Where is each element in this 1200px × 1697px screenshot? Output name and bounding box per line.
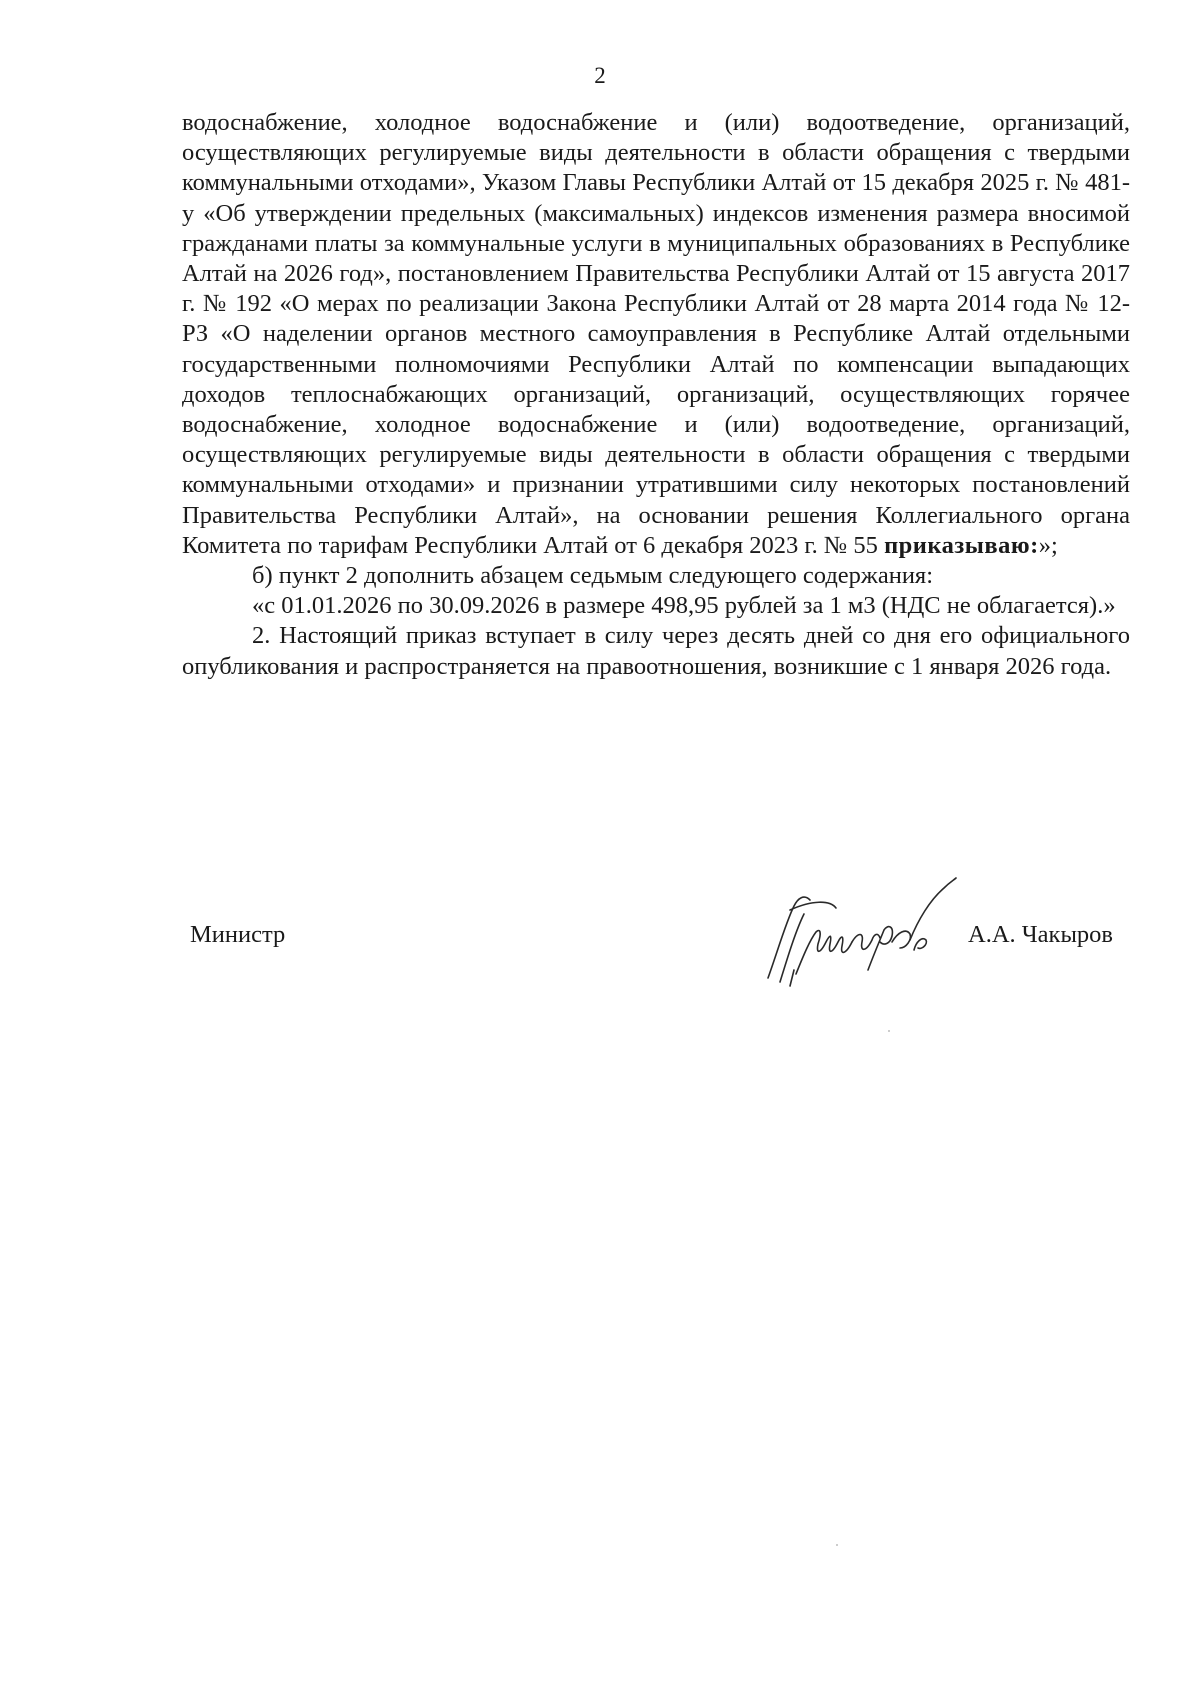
scan-speck xyxy=(836,1544,838,1546)
signer-name: А.А. Чакыров xyxy=(968,921,1113,948)
legal-basis-text: водоснабжение, холодное водоснабжение и (или) водоотведение, организаций, осуществляющих регулируемые виды деятельности в области обращения с твердыми коммунальными отходами», Указом Главы Республики Алтай от 15 декабря 2025 г. № 481-у «Об утверждении предельных (максимальных) индексов изменения размера вносимой гражданами платы за коммунальные услуги в муниципальных образованиях в Республике Алтай на 2026 год», постановлением Правительства Республики Алтай от 15 августа 2017 г. № 192 «О мерах по реализации Закона Республики Алтай от 28 марта 2014 года № 12-РЗ «О наделении органов местного самоуправления в Республике Алтай отдельными государственными полномочиями Республики Алтай по компенсации выпадающих доходов теплоснабжающих организаций, организаций, осуществляющих горячее водоснабжение, холодное водоснабжение и (или) водоотведение, организаций, осуществляющих регулируемые виды деятельности в области обращения с твердыми коммунальными отходами» и признании утратившими силу некоторых постановлений Правительства Республики Алтай», на основании решения Коллегиального органа Комитета по тарифам Республики Алтай от 6 декабря 2023 г. № 55 xyxy=(182,109,1130,559)
handwritten-signature xyxy=(760,870,980,990)
paragraph-tariff-quote: «с 01.01.2026 по 30.09.2026 в размере 498,95 рублей за 1 м3 (НДС не облагается).» xyxy=(252,592,1116,620)
legal-basis-end: »; xyxy=(1038,531,1058,559)
paragraph-legal-basis xyxy=(182,108,1130,561)
order-keyword: приказываю: xyxy=(884,531,1039,559)
signer-position: Министр xyxy=(190,921,286,948)
paragraph-amendment-b: б) пункт 2 дополнить абзацем седьмым следующего содержания: xyxy=(252,562,934,590)
document-body xyxy=(182,108,1130,682)
scan-speck xyxy=(888,1030,890,1032)
signature-block xyxy=(0,870,1200,990)
paragraph-effective-date: 2. Настоящий приказ вступает в силу через десять дней со дня его официального опубликования и распространяется на правоотношения, возникшие с 1 января 2026 года. xyxy=(182,622,1130,680)
page-number: 2 xyxy=(594,63,606,88)
